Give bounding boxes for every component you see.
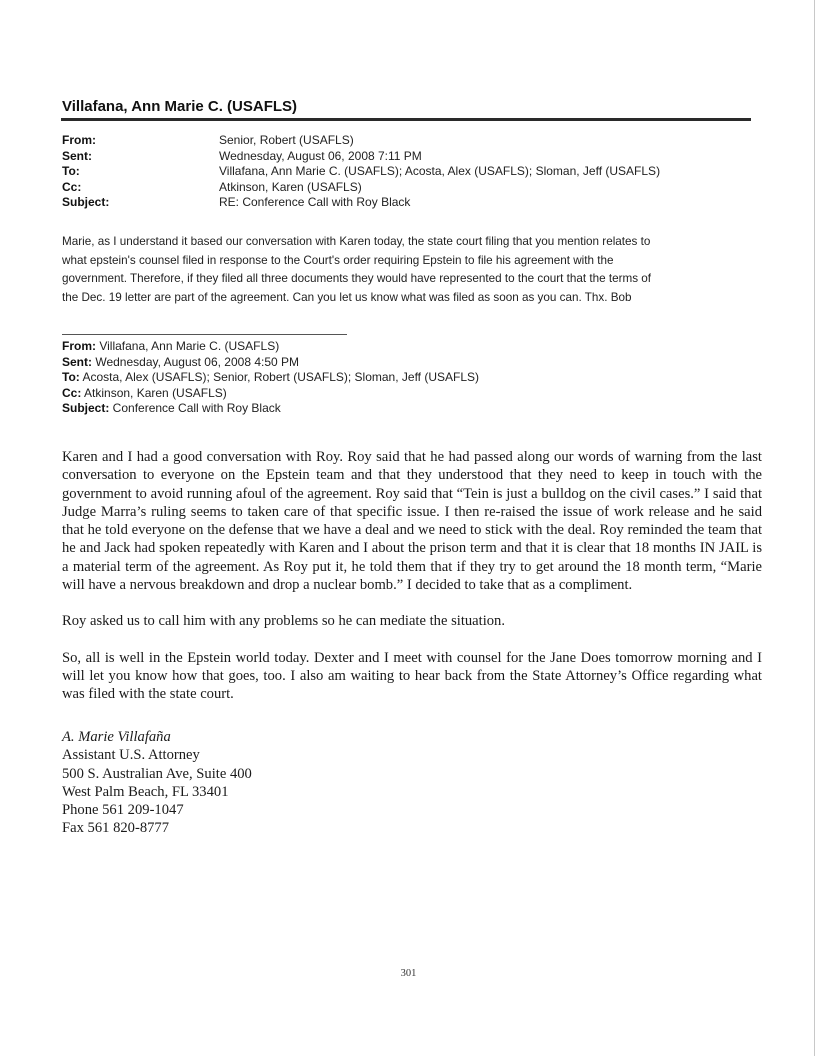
forwarded-subject-row — [62, 401, 752, 417]
body-paragraph: So, all is well in the Epstein world today. Dexter and I meet with counsel for the Jane Does tomorrow morning and I will let you know how that goes, too. I also am waiting to hear back from the State Attorney’s Office regarding what was filed with the state court. — [62, 649, 762, 703]
reply-line: government. Therefore, if they filed all three documents they would have represented to the court that the terms of — [62, 272, 652, 286]
header-label: Cc: — [62, 179, 82, 194]
header-from-value: Senior, Robert (USAFLS) — [219, 133, 354, 147]
header-cc-value: Atkinson, Karen (USAFLS) — [219, 179, 362, 194]
forwarded-from-value: Villafana, Ann Marie C. (USAFLS) — [96, 339, 280, 353]
body-paragraph: Roy asked us to call him with any problems so he can mediate the situation. — [62, 613, 505, 630]
forwarded-label: From: — [62, 339, 96, 353]
signature-block — [62, 728, 252, 838]
header-from-row — [62, 133, 752, 149]
forwarded-sent-value: Wednesday, August 06, 2008 4:50 PM — [92, 354, 300, 369]
reply-message — [62, 233, 762, 308]
header-label: From: — [62, 133, 96, 147]
forward-separator — [62, 334, 347, 335]
reply-line: the Dec. 19 letter are part of the agreement. Can you let us know what was filed as soon as you can. Thx. Bob — [62, 291, 632, 305]
reply-line: what epstein's counsel filed in response to the Court's order requiring Epstein to file his agreement with the — [62, 253, 614, 267]
signature-line: West Palm Beach, FL 33401 — [62, 783, 229, 800]
document-title: Villafana, Ann Marie C. (USAFLS) — [62, 98, 298, 115]
signature-line: Assistant U.S. Attorney — [62, 747, 200, 764]
signature-line: Phone 561 209-1047 — [62, 802, 184, 819]
header-label: To: — [62, 164, 80, 178]
forwarded-subject-value: Conference Call with Roy Black — [109, 401, 281, 415]
header-sent-value: Wednesday, August 06, 2008 7:11 PM — [219, 148, 422, 163]
email-header — [62, 133, 752, 211]
forwarded-label: To: — [62, 370, 80, 384]
signature-name: A. Marie Villafaña — [62, 729, 171, 745]
forwarded-from-row — [62, 339, 752, 355]
header-cc-row — [62, 180, 752, 196]
forwarded-label: Cc: — [62, 385, 82, 400]
page-edge-line — [814, 0, 815, 1056]
forwarded-cc-value: Atkinson, Karen (USAFLS) — [81, 385, 227, 400]
signature-line: Fax 561 820-8777 — [62, 820, 170, 837]
reply-line: Marie, as I understand it based our conversation with Karen today, the state court filing that you mention relates to — [62, 235, 651, 248]
forwarded-cc-row — [62, 386, 752, 402]
page-number: 301 — [400, 968, 417, 979]
forwarded-sent-row — [62, 355, 752, 371]
forwarded-message-body — [62, 448, 762, 723]
title-rule — [61, 118, 751, 121]
header-label: Sent: — [62, 148, 92, 163]
forwarded-label: Sent: — [62, 354, 92, 369]
forwarded-label: Subject: — [62, 401, 110, 415]
header-subject-value: RE: Conference Call with Roy Black — [219, 195, 411, 209]
forwarded-to-row — [62, 370, 752, 386]
forwarded-to-value: Acosta, Alex (USAFLS); Senior, Robert (USAFLS); Sloman, Jeff (USAFLS) — [79, 370, 480, 384]
body-paragraph: Karen and I had a good conversation with Roy. Roy said that he had passed along our words of warning from the last conversation to everyone on the Epstein team and that they understood that they need to keep in touch with the government to avoid running afoul of the agreement. Roy said that “Tein is just a bulldog on the civil cases.” I said that Judge Marra’s ruling seems to taken care of that specific issue. I then re-raised the issue of work release and he said that he told everyone on the defense that we have a deal and we need to stick with the deal. Roy reminded the team that he and Jack had spoken repeatedly with Karen and I about the prison term and that it is clear that 18 months IN JAIL is a material term of the agreement. As Roy put it, he told them that if they try to get around the 18 month term, “Marie will have a nervous breakdown and drop a nuclear bomb.” I decided to take that as a compliment. — [62, 449, 762, 594]
header-to-row — [62, 164, 752, 180]
header-sent-row — [62, 149, 752, 165]
forwarded-header — [62, 339, 752, 417]
header-label: Subject: — [62, 195, 110, 209]
header-subject-row — [62, 195, 752, 211]
signature-line: 500 S. Australian Ave, Suite 400 — [62, 765, 252, 782]
header-to-value: Villafana, Ann Marie C. (USAFLS); Acosta, Alex (USAFLS); Sloman, Jeff (USAFLS) — [219, 164, 661, 178]
